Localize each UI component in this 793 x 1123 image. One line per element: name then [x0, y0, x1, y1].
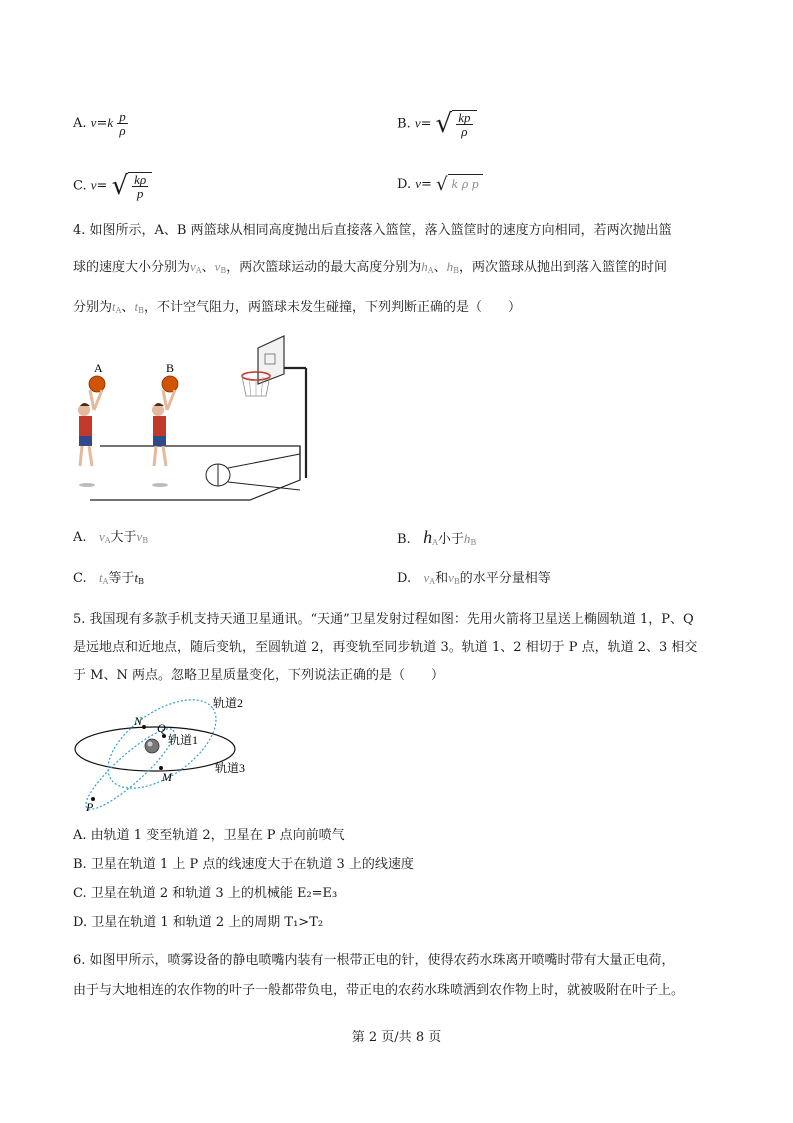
point-n — [142, 725, 146, 729]
orbit-figure — [70, 694, 270, 814]
q5-option-d: D. 卫星在轨道 1 和轨道 2 上的周期 T₁>T₂ — [73, 915, 324, 930]
q5-stem-line1: 5. 我国现有多款手机支持天通卫星通讯。“天通”卫星发射过程如图：先用火箭将卫星送上椭圆轨道 1，P、Q — [73, 612, 694, 627]
q3-option-b: B. v= √ $\frac{kp}{\rho}$ — [397, 110, 477, 138]
q5-stem-line3: 于 M、N 两点。忽略卫星质量变化，下列说法正确的是（ ） — [73, 668, 444, 683]
square-root: √ $\frac{k\rho}{p}$ — [112, 172, 153, 200]
q4-option-a: A. $v_A$大于$v_B$ — [73, 529, 149, 545]
q4-stem-line2: 球的速度大小分别为$v_A$、$v_B$，两次篮球运动的最大高度分别为$h_A$、$h_B$，两次篮球从抛出到落入篮筐的时间 — [73, 259, 667, 275]
q4-stem-line1: 4. 如图所示，A、B 两篮球从相同高度抛出后直接落入篮筐，落入篮筐时的速度方向相同，若两次抛出篮 — [73, 223, 672, 238]
orbit-2 — [93, 694, 231, 806]
label-n: N — [134, 714, 143, 728]
label-a: A — [94, 361, 103, 375]
label-m: M — [162, 770, 172, 784]
player-b — [152, 376, 178, 487]
q6-stem-line1: 6. 如图甲所示，喷雾设备的静电喷嘴内装有一根带正电的针，使得农药水珠离开喷嘴时带有大量正电荷， — [73, 953, 675, 968]
q3-option-d: D. v= √ k ρ p — [397, 174, 483, 195]
label-p: P — [86, 800, 94, 814]
page-footer: 第 2 页/共 8 页 — [351, 1030, 442, 1045]
earth — [145, 739, 159, 753]
fraction: $\frac{p}{\rho}$ — [119, 109, 126, 138]
q4-option-d: D. $v_A$和$v_B$的水平分量相等 — [397, 570, 551, 586]
q4-option-c: C. $t_A$等于$t_B$ — [73, 570, 144, 586]
q3-option-a: A. v=k $\frac{p}{\rho}$ — [73, 109, 126, 138]
player-a — [78, 376, 105, 487]
square-root: √ k ρ p — [436, 174, 483, 195]
label-b: B — [166, 361, 175, 375]
label-q: Q — [157, 721, 166, 735]
q5-stem-line2: 是远地点和近地点，随后变轨，至圆轨道 2，再变轨至同步轨道 3。轨道 1、2 相切于 P 点，轨道 2、3 相交 — [73, 640, 698, 655]
q3-option-c: C. v= √ $\frac{k\rho}{p}$ — [73, 172, 152, 200]
q6-stem-line2: 由于与大地相连的农作物的叶子一般都带负电，带正电的农药水珠喷洒到农作物上时，就被吸附在叶子上。 — [73, 983, 685, 998]
label-orbit-1: 轨道1 — [168, 733, 199, 747]
q5-option-b: B. 卫星在轨道 1 上 P 点的线速度大于在轨道 3 上的线速度 — [73, 857, 414, 872]
label-orbit-2: 轨道2 — [213, 696, 244, 710]
basketball-figure — [70, 330, 320, 510]
square-root: √ $\frac{kp}{\rho}$ — [436, 110, 477, 138]
q5-option-c: C. 卫星在轨道 2 和轨道 3 上的机械能 E₂=E₃ — [73, 886, 338, 901]
label-orbit-3: 轨道3 — [215, 761, 246, 775]
q5-option-a: A. 由轨道 1 变至轨道 2，卫星在 P 点向前喷气 — [73, 828, 345, 843]
q4-option-b: B. $h_A$小于$h_B$ — [397, 527, 477, 547]
q4-stem-line3: 分别为$t_A$、$t_B$，不计空气阻力，两篮球未发生碰撞，下列判断正确的是（ ） — [73, 299, 521, 315]
